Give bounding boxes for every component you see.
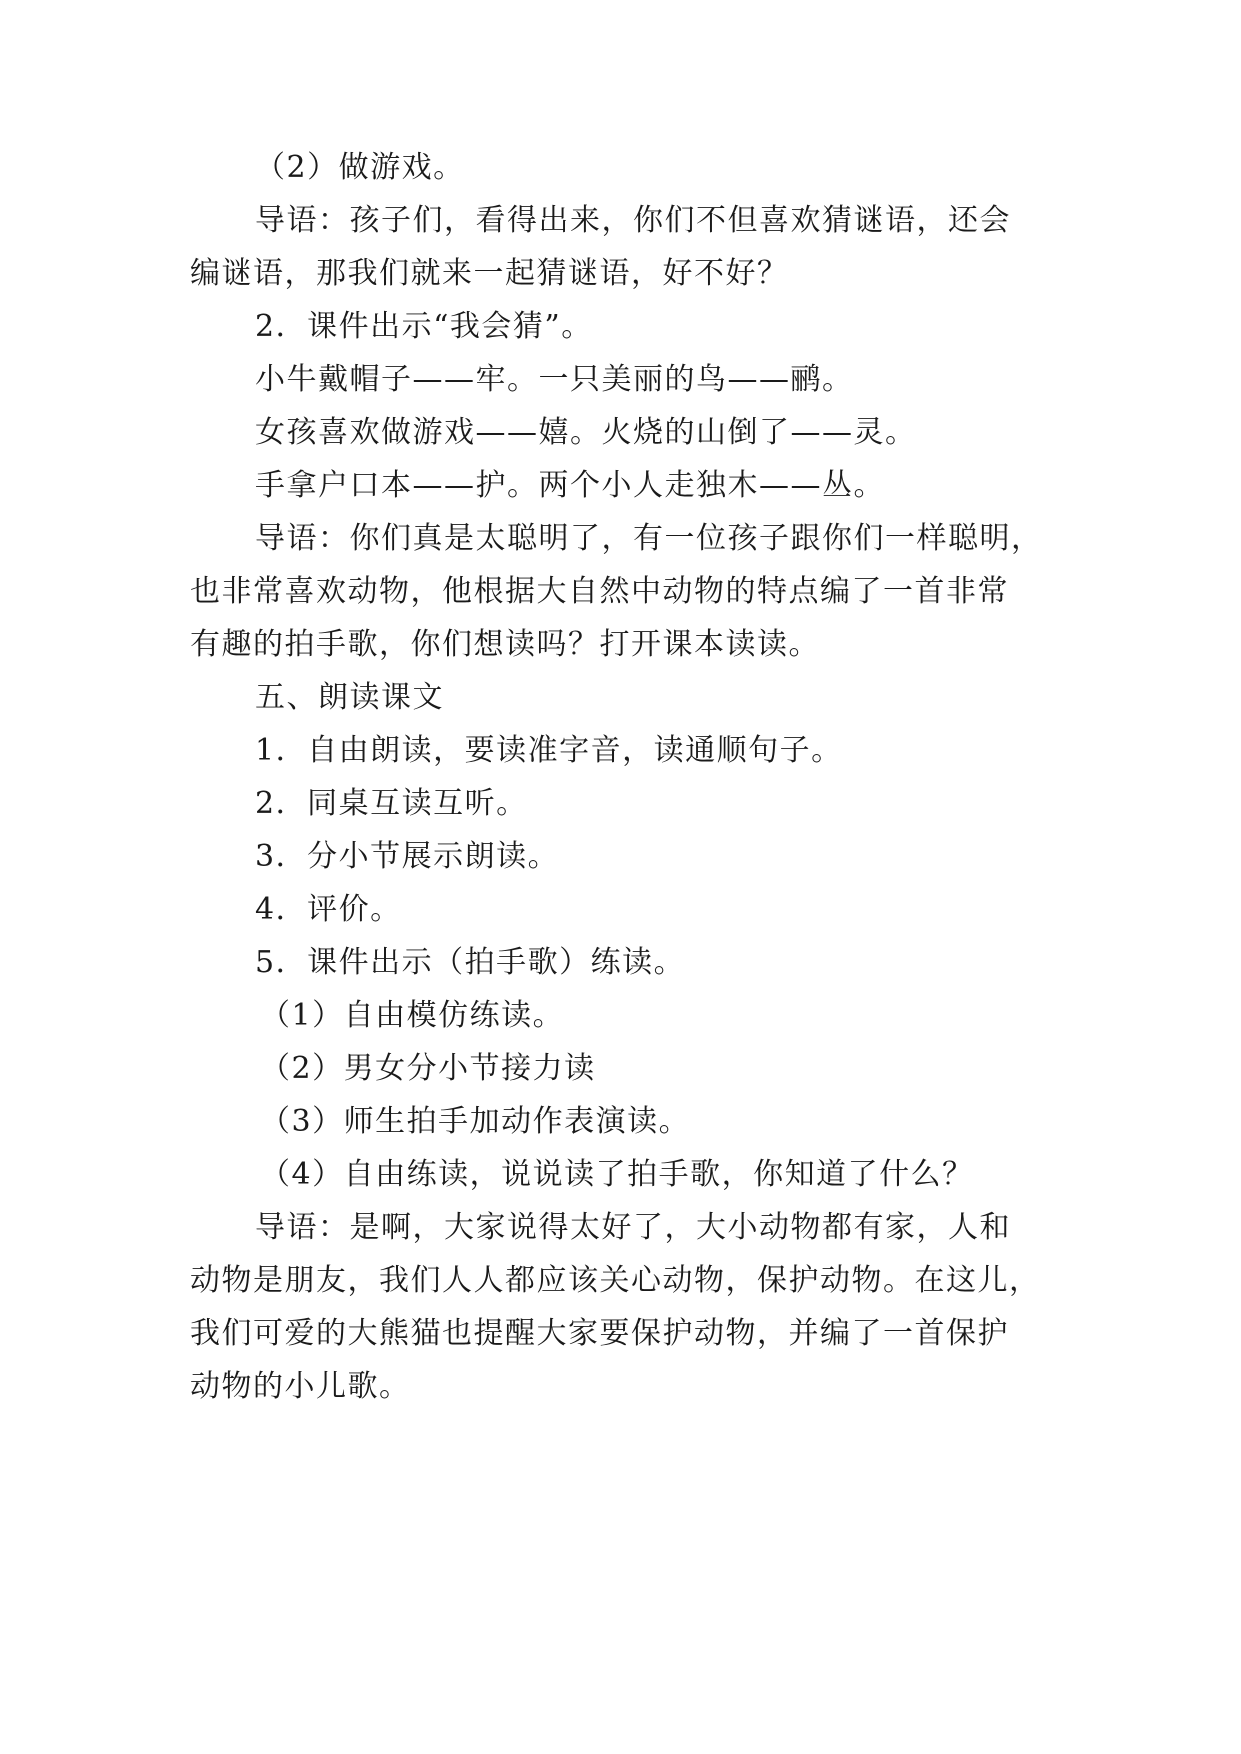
text-line: 导语：你们真是太聪明了，有一位孩子跟你们一样聪明， (255, 521, 1043, 556)
section-heading: 五、朗读课文 (255, 680, 444, 715)
text-line: 编谜语，那我们就来一起猜谜语，好不好？ (190, 256, 789, 291)
text-line: 2．同桌互读互听。 (255, 786, 528, 821)
text-line: 3．分小节展示朗读。 (255, 839, 560, 874)
text-line: 5．课件出示（拍手歌）练读。 (255, 945, 686, 980)
text-line: 小牛戴帽子——牢。一只美丽的鸟——鹂。 (255, 362, 854, 397)
text-line: 手拿户口本——护。两个小人走独木——丛。 (255, 468, 885, 503)
text-line: （2）做游戏。 (255, 150, 465, 185)
text-line: 1．自由朗读，要读准字音，读通顺句子。 (255, 733, 843, 768)
text-line: 动物是朋友，我们人人都应该关心动物，保护动物。在这儿， (190, 1263, 1041, 1298)
text-line: （3）师生拍手加动作表演读。 (260, 1104, 691, 1139)
text-line: （2）男女分小节接力读 (260, 1051, 596, 1086)
text-line: 也非常喜欢动物，他根据大自然中动物的特点编了一首非常 (190, 574, 1009, 609)
text-line: 女孩喜欢做游戏——嬉。火烧的山倒了——灵。 (255, 415, 917, 450)
text-line: 我们可爱的大熊猫也提醒大家要保护动物，并编了一首保护 (190, 1316, 1009, 1351)
text-line: （4）自由练读，说说读了拍手歌，你知道了什么？ (260, 1157, 974, 1192)
text-line: 动物的小儿歌。 (190, 1369, 411, 1404)
text-line: 4．评价。 (255, 892, 402, 927)
text-line: 导语：是啊，大家说得太好了，大小动物都有家，人和 (255, 1210, 1011, 1245)
text-line: 导语：孩子们，看得出来，你们不但喜欢猜谜语，还会 (255, 203, 1011, 238)
text-line: 2．课件出示“我会猜”。 (255, 309, 593, 344)
text-line: 有趣的拍手歌，你们想读吗？打开课本读读。 (190, 627, 820, 662)
text-line: （1）自由模仿练读。 (260, 998, 565, 1033)
